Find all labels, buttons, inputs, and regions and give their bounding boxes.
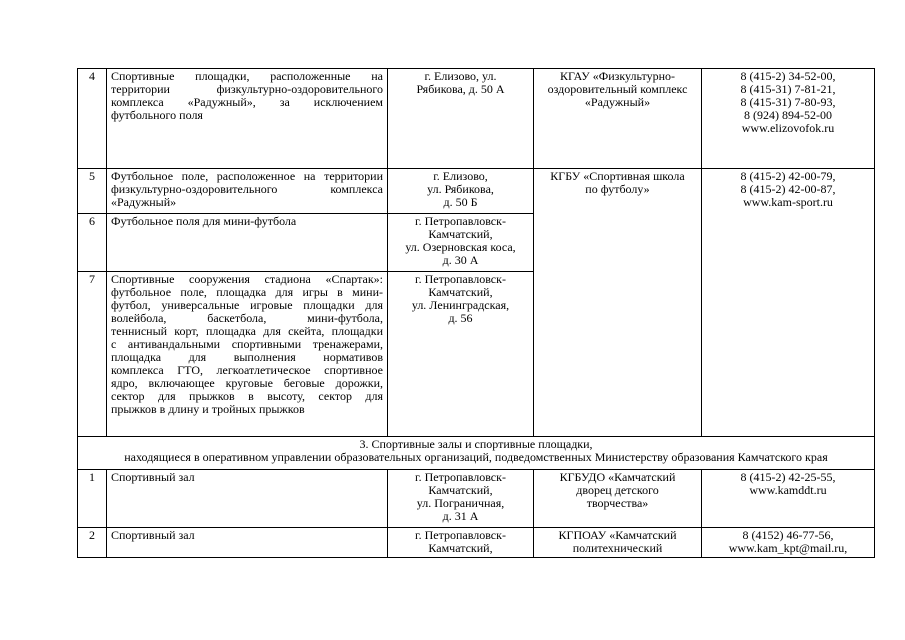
facility-description: Спортивный зал	[107, 470, 388, 528]
facility-description: Спортивные площадки, расположенные на территории физкультурно-оздоровительного комплекса «Радужный», за исключением футбольного поля	[107, 69, 388, 169]
facility-description: Футбольное поле, расположенное на территории физкультурно-оздоровительного комплекса «Радужный»	[107, 169, 388, 214]
organization-name: КГАУ «Физкультурно- оздоровительный комплекс «Радужный»	[534, 69, 702, 169]
row-number: 6	[78, 214, 107, 272]
contacts: 8 (415-2) 42-25-55, www.kamddt.ru	[702, 470, 875, 528]
row-number: 5	[78, 169, 107, 214]
row-number: 4	[78, 69, 107, 169]
organization-name: КГБУДО «Камчатский дворец детского творчества»	[534, 470, 702, 528]
facility-address: г. Елизово, ул. Рябикова, д. 50 Б	[388, 169, 534, 214]
section-header-row	[78, 437, 875, 470]
contacts: 8 (415-2) 34-52-00, 8 (415-31) 7-81-21, 8 (415-31) 7-80-93, 8 (924) 894-52-00 www.elizovofok.ru	[702, 69, 875, 169]
table-row	[78, 528, 875, 558]
row-number: 2	[78, 528, 107, 558]
facility-address: г. Петропавловск- Камчатский,	[388, 528, 534, 558]
facility-description: Футбольное поля для мини-футбола	[107, 214, 388, 272]
facility-address: г. Елизово, ул. Рябикова, д. 50 А	[388, 69, 534, 169]
row-number: 7	[78, 272, 107, 437]
table-row	[78, 470, 875, 528]
contacts: 8 (4152) 46-77-56, www.kam_kpt@mail.ru,	[702, 528, 875, 558]
facility-description: Спортивный зал	[107, 528, 388, 558]
facility-description: Спортивные сооружения стадиона «Спартак»: футбольное поле, площадка для игры в мини- футбол, универсальные игровые площадки для волейбола, баскетбола, мини-футбола, теннисный корт, площадка для скейта, площадки с антивандальными спортивными тренажерами, площадка для выполнения нормативов комплекса ГТО, легкоатлетическое спортивное ядро, включающее круговые беговые дорожки, сектор для прыжков в высоту, сектор для прыжков в длину и тройных прыжков	[107, 272, 388, 437]
table-row	[78, 69, 875, 169]
facilities-table	[77, 68, 875, 558]
facility-address: г. Петропавловск- Камчатский, ул. Ленинградская, д. 56	[388, 272, 534, 437]
row-number: 1	[78, 470, 107, 528]
organization-name: КГПОАУ «Камчатский политехнический	[534, 528, 702, 558]
facility-address: г. Петропавловск- Камчатский, ул. Озерновская коса, д. 30 А	[388, 214, 534, 272]
section-title: 3. Спортивные залы и спортивные площадки, находящиеся в оперативном управлении образовательных организаций, подведомственных Министерству образования Камчатского края	[78, 437, 875, 470]
table-row	[78, 169, 875, 214]
contacts: 8 (415-2) 42-00-79, 8 (415-2) 42-00-87, www.kam-sport.ru	[702, 169, 875, 437]
organization-name: КГБУ «Спортивная школа по футболу»	[534, 169, 702, 437]
facility-address: г. Петропавловск- Камчатский, ул. Пограничная, д. 31 А	[388, 470, 534, 528]
